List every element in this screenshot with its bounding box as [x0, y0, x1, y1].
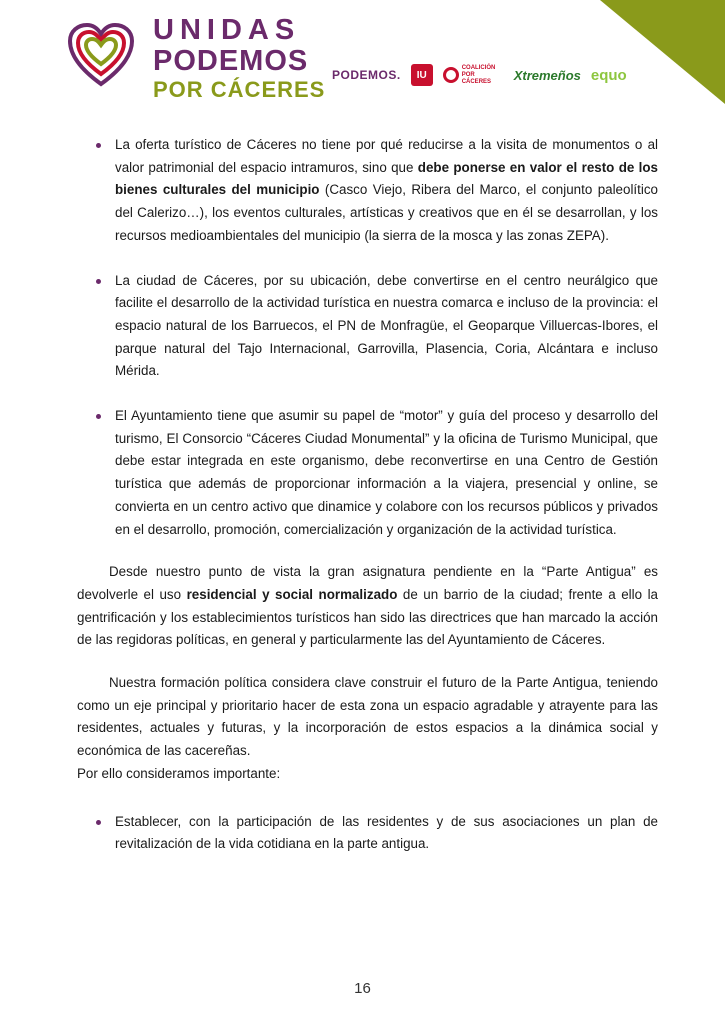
paragraph-text: de un barrio de la ciudad; frente a ello la gentrificación y los establecimientos turísticos han sido las directrices que han marcado la acción de las regidoras políticas, en general y particularmente las del Ayuntamiento de Cáceres. — [77, 586, 658, 648]
bullet-item-ayuntamiento-motor — [96, 405, 658, 541]
bullet-item-plan-revitalizacion — [96, 811, 658, 856]
brand-wordmark — [153, 16, 325, 101]
bullet-bold-text: debe ponerse en valor el resto de los bienes culturales del municipio — [115, 159, 658, 198]
page-number: 16 — [354, 980, 371, 997]
partner-logos — [332, 64, 627, 86]
bullet-text: La oferta turístico de Cáceres no tiene por qué reducirse a la visita de monumentos o al valor patrimonial del espacio intramuros, sino que — [115, 137, 658, 175]
bullet-item-oferta-turistica — [96, 134, 658, 248]
bullet-text: El Ayuntamiento tiene que asumir su papel de “motor” y guía del proceso y desarrollo del turismo, El Consorcio “Cáceres Ciudad Monumental” y la oficina de Turismo Municipal, que debe estar integrada en este organismo, debe reconvertirse en una Centro de Gestión turística que además de proporcionar información a la viajera, presencial y online, se convierta en un centro activo que dinamice y colabore con los recursos públicos y privados en el desarrollo, promoción, comercialización y organización de la actividad turística. — [115, 408, 658, 537]
page-content — [77, 134, 658, 856]
coalicion-logo — [443, 65, 504, 86]
paragraph-bold-text: residencial y social normalizado — [186, 586, 398, 602]
coalicion-ring-icon — [443, 67, 459, 83]
bullet-text: (Casco Viejo, Ribera del Marco, el conjunto paleolítico del Calerizo…), los eventos culturales, artísticas y creativos que en él se desarrollan, y los recursos medioambientales del municipio (la sierra de la mosca y las zonas ZEPA). — [115, 182, 658, 243]
paragraph-text: Desde nuestro punto de vista la gran asignatura pendiente en la “Parte Antigua” es devolverle el uso — [77, 564, 658, 602]
brand-line-por-caceres: POR CÁCERES — [153, 77, 326, 102]
extremenos-logo: Xtremeños — [513, 67, 581, 83]
brand-line-unidas: UNIDAS — [153, 14, 301, 46]
brand-line-podemos: PODEMOS — [153, 45, 309, 77]
paragraph-text: Nuestra formación política considera clave construir el futuro de la Parte Antigua, teniendo como un eje principal y prioritario hacer de esta zona un espacio agradable y atrayente para las residentes, actuales y futuras, y la incorporación de estos espacios a la dinámica social y económica de las cacereñas. — [77, 675, 658, 759]
paragraph-asignatura-pendiente — [77, 561, 658, 652]
paragraph-futuro-parte-antigua — [77, 672, 658, 763]
iu-logo: IU — [411, 64, 433, 86]
bullet-item-centro-neuralgico — [96, 270, 658, 384]
bullet-text: Establecer, con la participación de las residentes y de sus asociaciones un plan de revitalización de la vida cotidiana en la parte antigua. — [115, 813, 658, 852]
heart-logo-icon — [66, 22, 136, 88]
corner-decoration — [600, 0, 725, 104]
coalicion-text: COALICIÓN POR CÁCERES — [461, 64, 496, 85]
paragraph-consideramos-importante: Por ello consideramos importante: — [77, 765, 281, 781]
equo-logo: equo — [590, 66, 627, 84]
podemos-logo: PODEMOS. — [332, 68, 401, 82]
bullet-text: La ciudad de Cáceres, por su ubicación, debe convertirse en el centro neurálgico que facilite el desarrollo de la actividad turística en nuestra comarca e incluso de la provincia: el espacio natural de los Barruecos, el PN de Monfragüe, el Geoparque Villuercas-Ibores, el parque natural del Tajo Internacional, Garrovilla, Plasencia, Coria, Alcántara e incluso Mérida. — [115, 272, 658, 379]
